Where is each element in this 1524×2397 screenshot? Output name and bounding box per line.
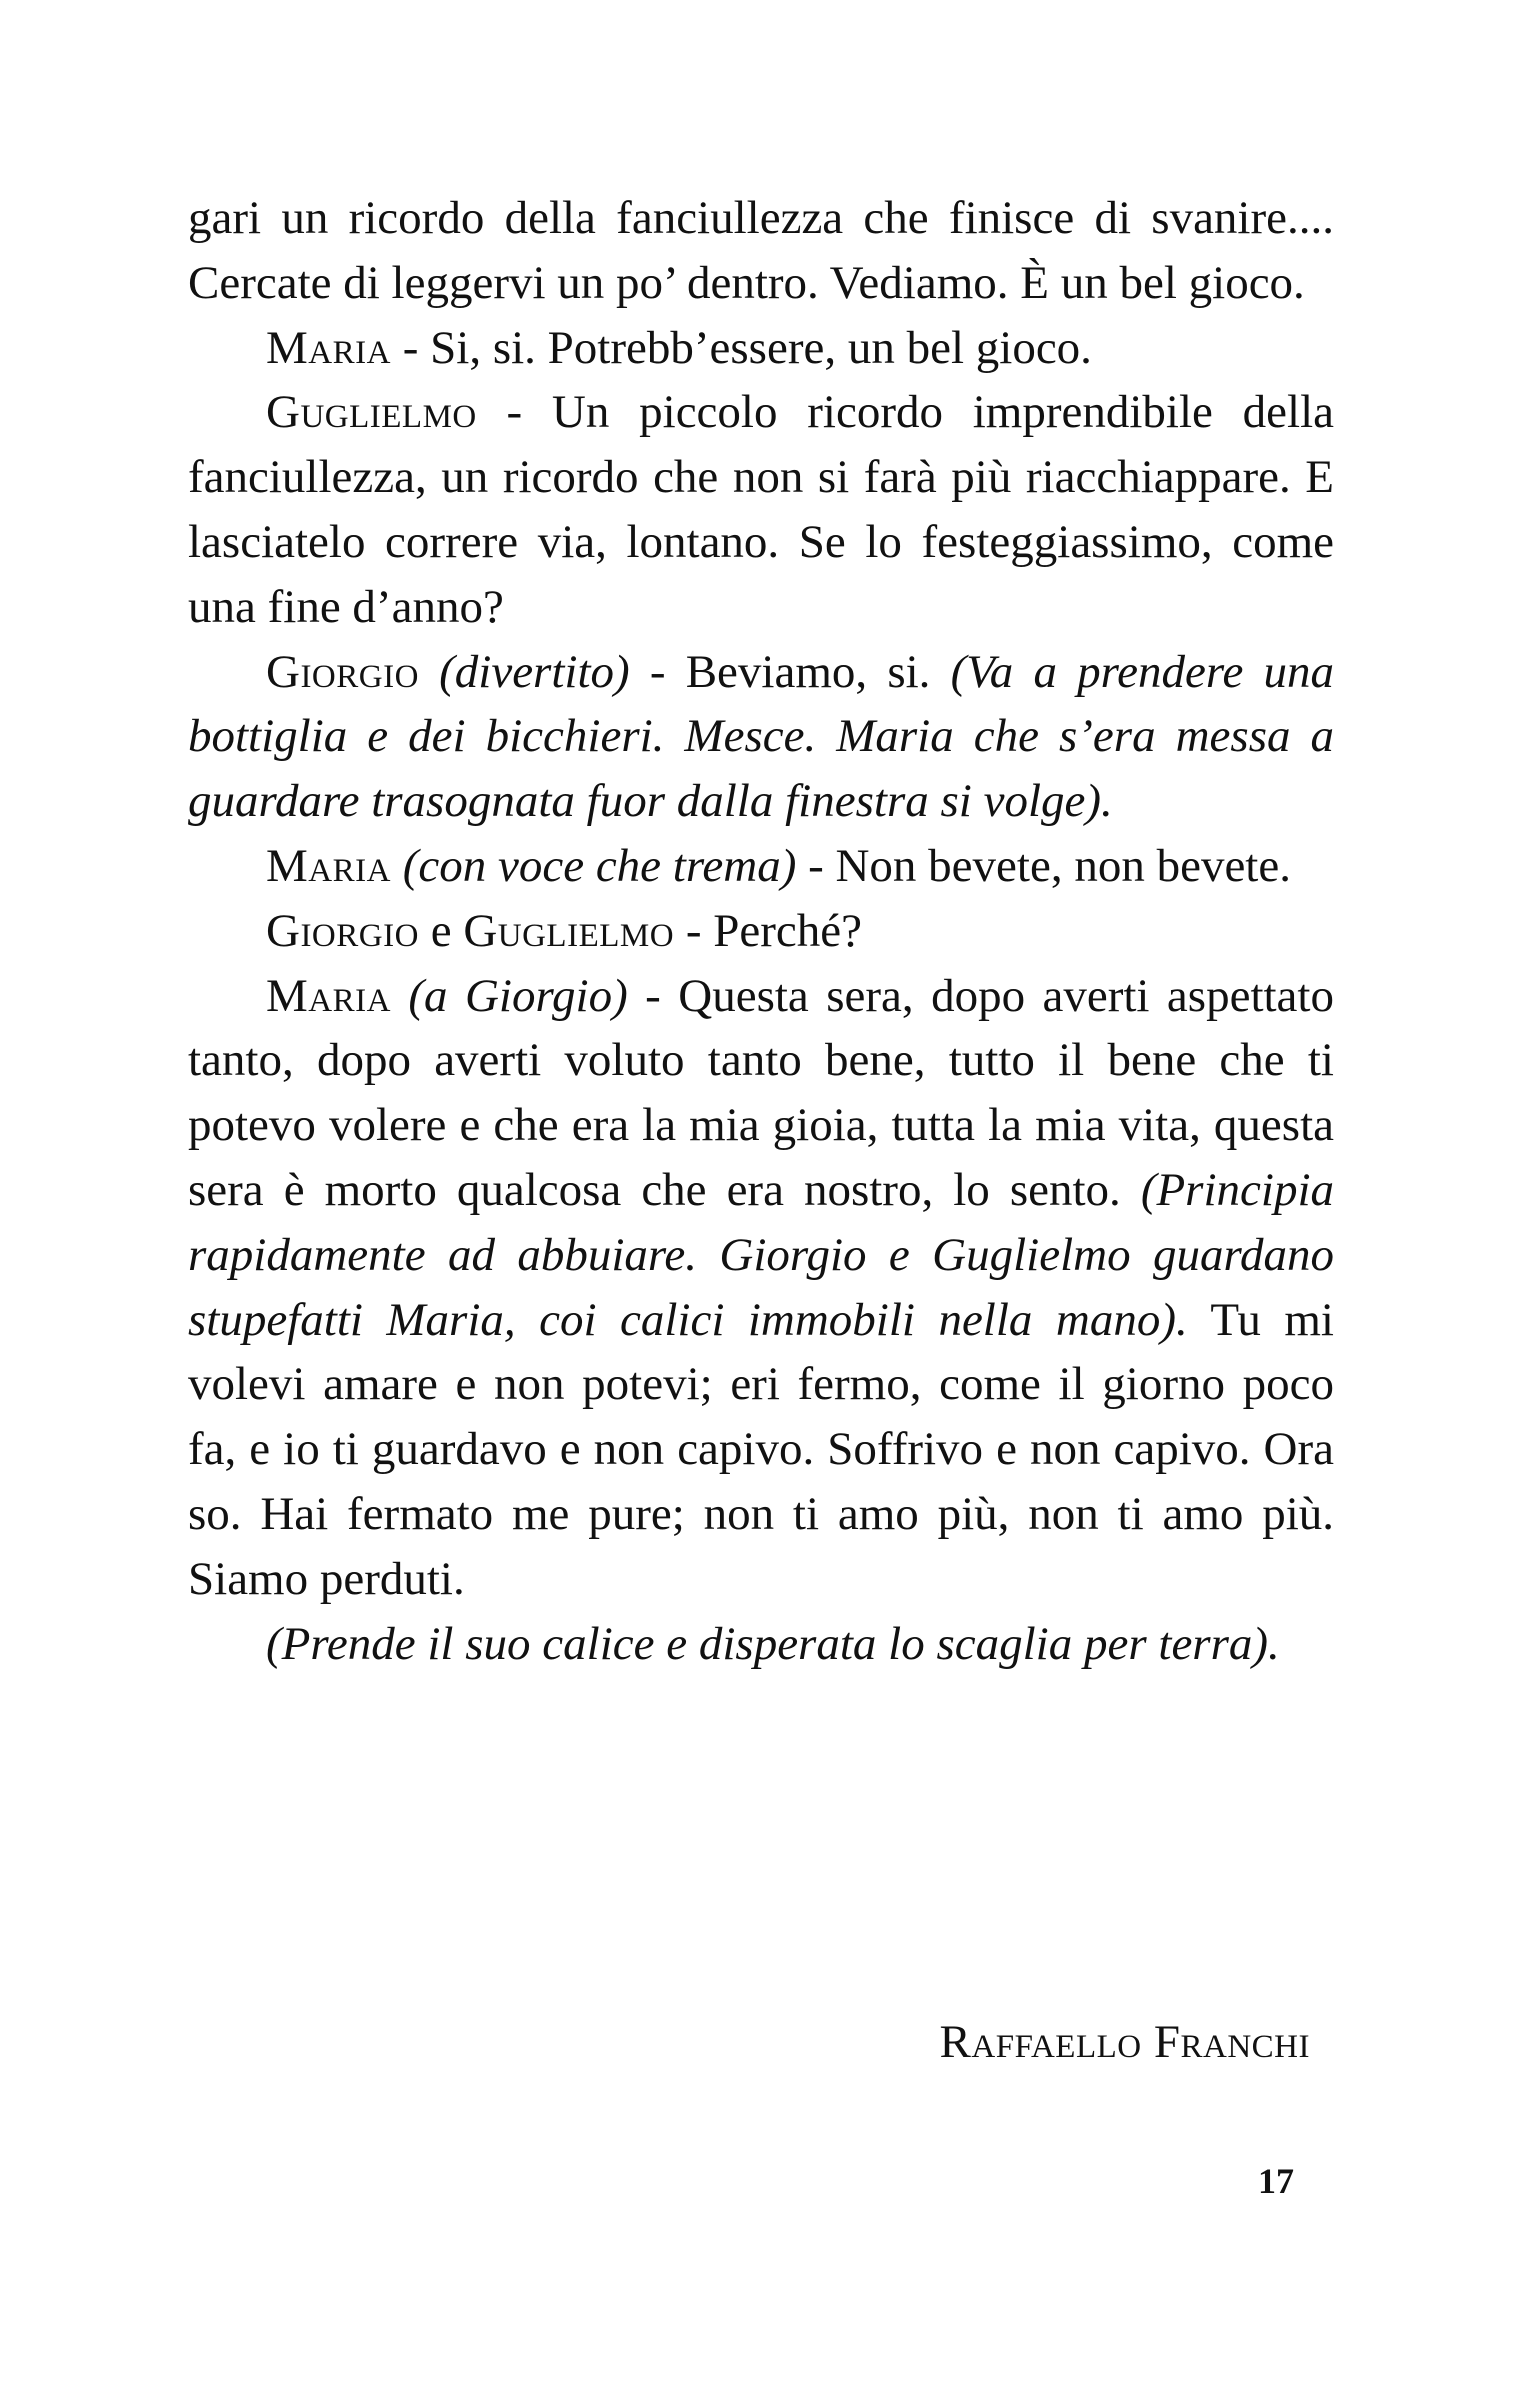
dialogue-text: - Si, si. Potrebb’essere, un bel gioco.: [390, 321, 1092, 374]
stage-direction: (Va a prendere una bottiglia e dei bicchieri. Mesce. Maria che s’era messa a guardare trasognata fuor dalla finestra si volge).: [188, 645, 1334, 828]
speaker-giorgio: Giorgio: [266, 904, 419, 957]
paragraph-6: [188, 899, 1334, 964]
paragraph-4: [188, 640, 1334, 834]
speaker-giorgio: Giorgio: [266, 645, 419, 698]
speaker-maria: Maria: [266, 321, 391, 374]
stage-direction: (divertito): [418, 645, 630, 698]
stage-direction: (Principia rapidamente ad abbuiare. Giorgio e Guglielmo guardano stupefatti Maria, coi calici immobili nella mano).: [188, 1163, 1334, 1346]
dialogue-text: - Questa sera, dopo averti aspettato tanto, dopo averti voluto tanto bene, tutto il bene che ti potevo volere e che era la mia gioia, tutta la mia vita, questa sera è morto qualcosa che era nostro, lo sento.: [188, 969, 1334, 1216]
paragraph-8: [188, 1612, 1334, 1677]
author-signature: Raffaello Franchi: [939, 2016, 1310, 2068]
dialogue-text: - Perché?: [674, 904, 862, 957]
text-run: gari un ricordo della fanciullezza che finisce di svanire.... Cercate di leggervi un po’ dentro. Vediamo. È un bel gioco.: [188, 192, 1334, 309]
speaker-guglielmo: Guglielmo: [266, 386, 477, 439]
paragraph-7: [188, 964, 1334, 1612]
play-text: [188, 186, 1334, 1676]
speaker-maria: Maria: [266, 969, 391, 1022]
paragraph-3: [188, 380, 1334, 639]
paragraph-5: [188, 834, 1334, 899]
dialogue-text: e: [418, 904, 464, 957]
page-number: 17: [1258, 2161, 1294, 2201]
dialogue-text: Tu mi volevi amare e non potevi; eri fermo, come il giorno poco fa, e io ti guardavo e non capivo. Soffrivo e non capivo. Ora so. Hai fermato me pure; non ti amo più, non ti amo più. Siamo perduti.: [188, 1293, 1334, 1605]
stage-direction: (Prende il suo calice e disperata lo scaglia per terra).: [266, 1617, 1280, 1670]
dialogue-text: - Non bevete, non bevete.: [796, 839, 1291, 892]
stage-direction: (a Giorgio): [390, 969, 628, 1022]
paragraph-2: [188, 316, 1334, 381]
dialogue-text: - Beviamo, si.: [629, 645, 951, 698]
speaker-maria: Maria: [266, 839, 391, 892]
stage-direction: (con voce che trema): [390, 839, 797, 892]
dialogue-text: - Un piccolo ricordo imprendibile della fanciullezza, un ricordo che non si farà più riacchiappare. E lasciatelo correre via, lontano. Se lo festeggiassimo, come una fine d’anno?: [188, 386, 1334, 633]
paragraph-1: [188, 186, 1334, 316]
speaker-guglielmo: Guglielmo: [463, 904, 675, 957]
